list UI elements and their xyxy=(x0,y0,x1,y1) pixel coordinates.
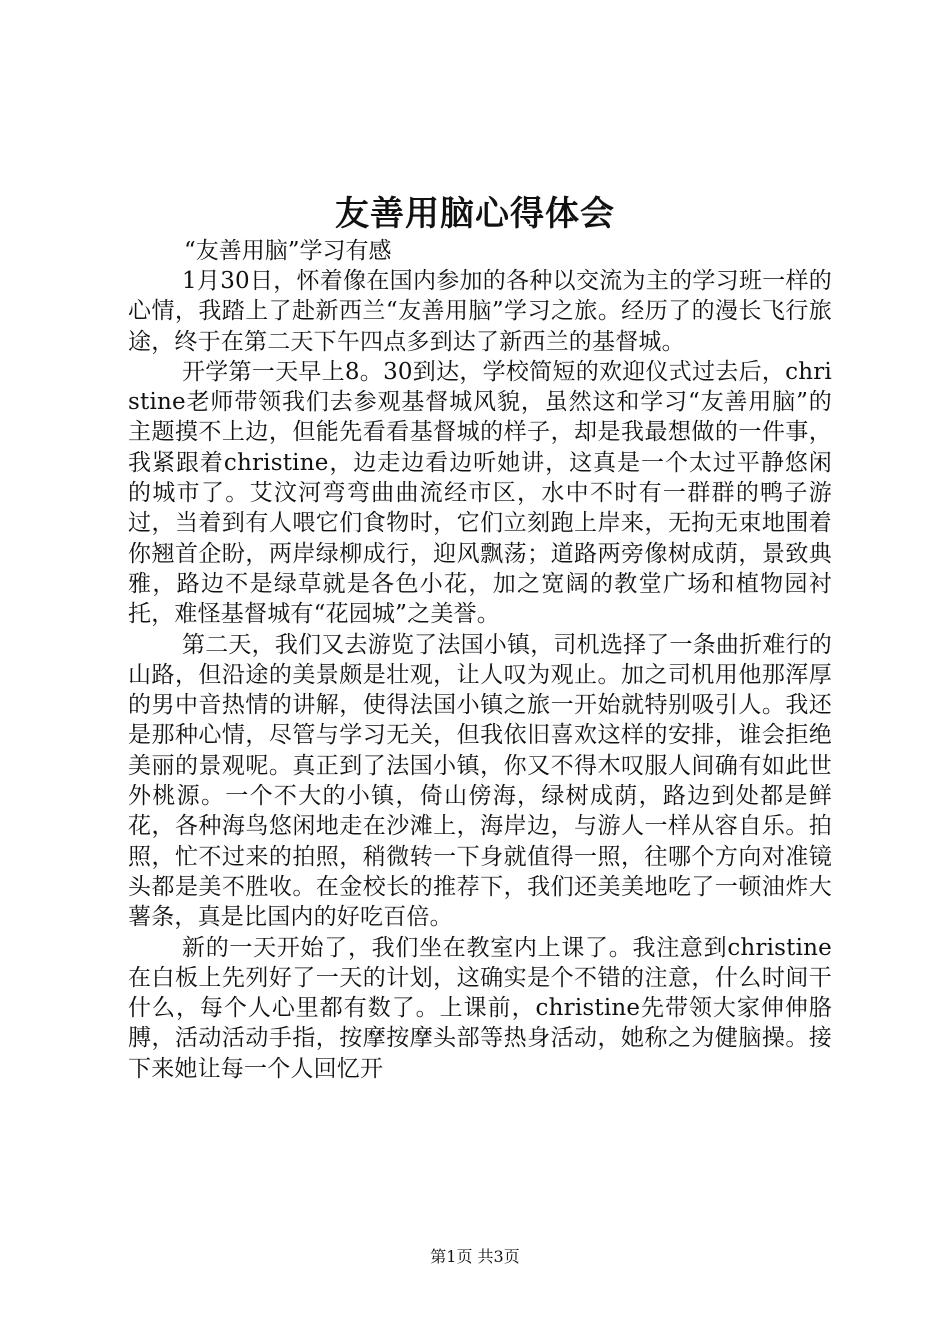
paragraph-3: 第二天，我们又去游览了法国小镇，司机选择了一条曲折难行的山路，但沿途的美景颇是壮观，让人叹为观止。加之司机用他那浑厚的男中音热情的讲解，使得法国小镇之旅一开始就特别吸引人。我还是那种心情，尽管与学习无关，但我依旧喜欢这样的安排，谁会拒绝美丽的景观呢。真正到了法国小镇，你又不得木叹服人间确有如此世外桃源。一个不大的小镇，倚山傍海，绿树成荫，路边到处都是鲜花，各种海鸟悠闲地走在沙滩上，海岸边，与游人一样从容自乐。拍照，忙不过来的拍照，稍微转一下身就值得一照，往哪个方向对准镜头都是美不胜收。在金校长的推荐下，我们还美美地吃了一顿油炸大薯条，真是比国内的好吃百倍。 xyxy=(128,631,832,931)
paragraph-1: 1月30日，怀着像在国内参加的各种以交流为主的学习班一样的心情，我踏上了赴新西兰“友善用脑”学习之旅。经历了的漫长飞行旅途，终于在第二天下午四点多到达了新西兰的基督城。 xyxy=(128,268,832,355)
page-number: 第1页 xyxy=(430,1247,473,1266)
paragraph-2: 开学第一天早上8。30到达，学校简短的欢迎仪式过去后，christine老师带领我们去参观基督城风貌，虽然这和学习“友善用脑”的主题摸不上边，但能先看看基督城的样子，却是我最想做的一件事，我紧跟着christine，边走边看边听她讲，这真是一个太过平静悠闲的城市了。艾汶河弯弯曲曲流经市区，水中不时有一群群的鸭子游过，当着到有人喂它们食物时，它们立刻跑上岸来，无拘无束地围着你翘首企盼，两岸绿柳成行，迎风飘荡；道路两旁像树成荫，景致典雅，路边不是绿草就是各色小花，加之宽阔的教堂广场和植物园衬托，难怪基督城有“花园城”之美誉。 xyxy=(128,358,832,628)
document-body xyxy=(128,236,832,1084)
document-subtitle: “友善用脑”学习有感 xyxy=(184,238,392,264)
paragraph-4: 新的一天开始了，我们坐在教室内上课了。我注意到christine在白板上先列好了一天的计划，这确实是个不错的注意，什么时间干什么，每个人心里都有数了。上课前，christine先带领大家伸伸胳膊，活动活动手指，按摩按摩头部等热身活动，她称之为健脑操。接下来她让每一个人回忆开 xyxy=(128,934,832,1082)
page-total: 共3页 xyxy=(477,1247,520,1266)
page-footer xyxy=(0,1244,950,1267)
document-title: 友善用脑心得体会 xyxy=(335,194,615,234)
